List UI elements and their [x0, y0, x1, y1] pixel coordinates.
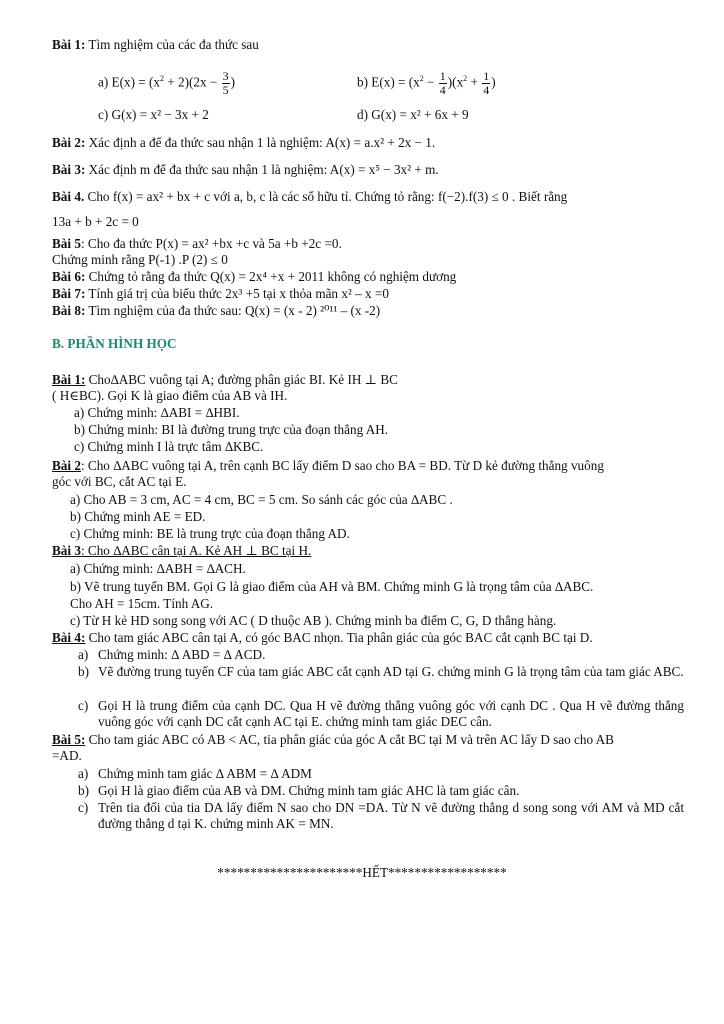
geometry-g2: Bài 2: Cho ∆ABC vuông tại A, trên cạnh BC lấy điểm D sao cho BA = BD. Từ D kẻ đường thẳng vuông	[52, 458, 604, 473]
geometry-g4-b-label: b)	[78, 664, 89, 679]
geometry-g1: Bài 1: Cho∆ABC vuông tại A; đường phân giác BI. Kẻ IH ⊥ BC	[52, 372, 398, 387]
geometry-g3-a: a) Chứng minh: ∆ABH = ∆ACH.	[70, 561, 246, 576]
document-end-marker: **********************HẾT******************	[217, 865, 507, 880]
geometry-g1-a: a) Chứng minh: ∆ABI = ∆HBI.	[74, 405, 240, 420]
geometry-g4-a-label: a)	[78, 647, 89, 662]
geometry-g2-b: b) Chứng minh AE = ED.	[70, 509, 206, 524]
algebra-b3: Bài 3: Xác định m để đa thức sau nhận 1 là nghiệm: A(x) = x⁵ − 3x² + m.	[52, 162, 439, 177]
geometry-g1-b: b) Chứng minh: BI là đường trung trực của đoạn thẳng AH.	[74, 422, 389, 437]
geometry-g1-line2: ( H∈BC). Gọi K là giao điểm của AB và IH.	[52, 388, 288, 403]
algebra-b4: Bài 4. Cho f(x) = ax² + bx + c với a, b, c là các số hữu tỉ. Chứng tỏ rằng: f(−2).f(3) ≤ 0 . Biết rằng	[52, 189, 568, 204]
algebra-b1-a: a) $E(x) = (x^2 + 2)(2x$ − $\frac{3}{5}$ )	[98, 69, 236, 97]
algebra-b5-line2: Chứng minh rằng P(-1) .P (2) ≤ 0	[52, 252, 228, 267]
geometry-g4: Bài 4: Cho tam giác ABC cân tại A, có góc BAC nhọn. Tia phân giác của góc BAC cắt cạnh BC tại D.	[52, 630, 593, 645]
geometry-g3-c: c) Từ H kẻ HD song song với AC ( D thuộc AB ). Chứng minh ba điểm C, G, D thẳng hàng.	[70, 613, 557, 628]
algebra-b1-c: c) G(x) = x² − 3x + 2	[98, 107, 209, 122]
algebra-b5: Bài 5: Cho đa thức P(x) = ax² +bx +c và 5a +b +2c =0.	[52, 236, 342, 251]
algebra-b1-b: b) $E(x) = (x^2$ − $\frac{1}{4}$ )($x^2$ + $\frac{1}{4}$ )	[357, 69, 496, 97]
geometry-g5: Bài 5: Cho tam giác ABC có AB < AC, tia phân giác của góc A cắt BC tại M và trên AC lấy D sao cho AB	[52, 732, 614, 747]
geometry-g4-a: Chứng minh: ∆ ABD = ∆ ACD.	[98, 647, 266, 662]
geometry-g5-a-label: a)	[78, 766, 89, 781]
geometry-g5-a: Chứng minh tam giác ∆ ABM = ∆ ADM	[98, 766, 312, 781]
algebra-b1-d: d) G(x) = x² + 6x + 9	[357, 107, 469, 122]
geometry-g2-c: c) Chứng minh: BE là trung trực của đoạn thẳng AD.	[70, 526, 350, 541]
geometry-g1-c: c) Chứng minh I là trực tâm ∆KBC.	[74, 439, 264, 454]
geometry-g3-b2: Cho AH = 15cm. Tính AG.	[70, 596, 214, 611]
geometry-g4-c-label: c)	[78, 698, 89, 713]
geometry-g5-b: Gọi H là giao điểm của AB và DM. Chứng minh tam giác AHC là tam giác cân.	[98, 783, 520, 798]
geometry-heading: B. PHẦN HÌNH HỌC	[52, 336, 177, 351]
geometry-g5-b-label: b)	[78, 783, 89, 798]
algebra-b6: Bài 6: Chứng tỏ rằng đa thức Q(x) = 2x⁴ +x + 2011 không có nghiệm dương	[52, 269, 457, 284]
geometry-g3: Bài 3: Cho ∆ABC cân tại A. Kẻ AH ⊥ BC tại H.	[52, 543, 312, 558]
geometry-g5-line2: =AD.	[52, 748, 82, 763]
geometry-g2-line2: góc với BC, cắt AC tại E.	[52, 474, 187, 489]
geometry-g5-c: Trên tia đối của tia DA lấy điểm N sao cho DN =DA. Từ N vẽ đường thẳng d song song với AM và MD cắt đường thẳng d tại K. chứng minh AK = MN.	[98, 800, 684, 831]
geometry-g4-b: Vẽ đường trung tuyến CF của tam giác ABC cắt cạnh AD tại G. chứng minh G là trọng tâm của tam giác ABC.	[98, 664, 684, 679]
algebra-b8: Bài 8: Tìm nghiệm của đa thức sau: Q(x) = (x - 2) ²⁰¹¹ – (x -2)	[52, 303, 381, 318]
algebra-b7: Bài 7: Tính giá trị của biểu thức 2x³ +5 tại x thỏa mãn x² – x =0	[52, 286, 389, 301]
geometry-g5-c-label: c)	[78, 800, 89, 815]
algebra-b4-cond: 13a + b + 2c = 0	[52, 214, 139, 229]
algebra-b2: Bài 2: Xác định a để đa thức sau nhận 1 là nghiệm: A(x) = a.x² + 2x − 1.	[52, 135, 436, 150]
geometry-g2-a: a) Cho AB = 3 cm, AC = 4 cm, BC = 5 cm. So sánh các góc của ∆ABC .	[70, 492, 453, 507]
geometry-g4-c: Gọi H là trung điểm của cạnh DC. Qua H vẽ đường thẳng vuông góc với cạnh DC . Qua H vẽ đường thẳng vuông góc với cạnh DC cắt cạnh AC tại E. chứng minh tam giác DEC cân.	[98, 698, 684, 729]
geometry-g3-b1: b) Vẽ trung tuyến BM. Gọi G là giao điểm của AH và BM. Chứng minh G là trọng tâm của ∆ABC.	[70, 579, 594, 594]
algebra-b1: Bài 1: Tìm nghiệm của các đa thức sau	[52, 37, 259, 52]
